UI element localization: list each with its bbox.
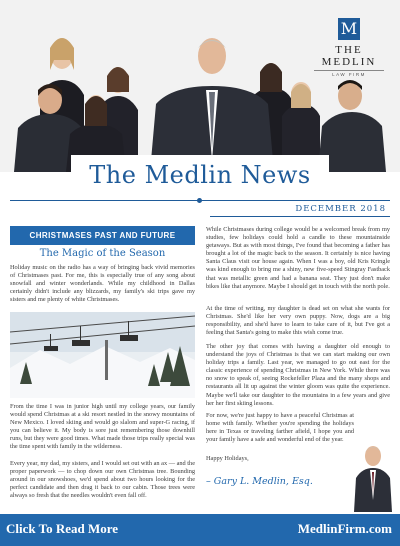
newsletter-title: The Medlin News <box>89 161 311 189</box>
article-paragraph: Holiday music on the radio has a way of bringing back vivid memories of Christmases past. For me, this is especially true of any song about snowfall and winter wonderlands. While my childhood in Dallas certainly didn't include any blizzards, my family's ski trips gave my sisters and me plenty of white Christmases. <box>10 264 195 304</box>
article-paragraph: Every year, my dad, my sisters, and I would set out with an ax — and the proper paperwork — to chop down our own Christmas tree. Bounding around in our snowshoes, we'd spend about two hours looking for the perfect candidate and then drag it back to our cabin. Those trees were always so fresh that the needles wouldn't even fall off. <box>10 460 195 500</box>
article-subheading: The Magic of the Season <box>39 248 166 259</box>
newsletter-title-block <box>0 155 400 191</box>
logo-mark: M <box>338 18 360 40</box>
author-portrait <box>352 438 394 512</box>
team-photo-banner <box>0 0 400 172</box>
logo-divider <box>314 70 384 71</box>
author-portrait-image <box>352 438 394 512</box>
ski-lift-image <box>10 312 195 398</box>
article-paragraph: At the time of writing, my daughter is dead set on what she wants for Christmas. She'd like her very own puppy. Now, dogs are a big responsibility, and she'd have to learn to take care of it, but I've got a feeling that Santa's going to make this wish come true. <box>206 305 390 337</box>
title-panel <box>71 155 328 191</box>
footer-bar <box>0 514 400 546</box>
read-more-link[interactable]: Click To Read More <box>6 521 119 536</box>
author-signature: – Gary L. Medlin, Esq. <box>206 476 313 487</box>
logo-firm-name: THE MEDLIN <box>321 44 377 68</box>
website-link[interactable]: MedlinFirm.com <box>297 521 392 536</box>
article-paragraph: The other joy that comes with having a daughter old enough to understand the joys of Christmas is that we can start making our own holiday trips a family. Last year, we managed to go out east for the classic experience of spending Christmas in New York. While there was no snow to speak of, seeing Rockefeller Plaza and the many shops and restaurants all lit up against the winter gloom was quite the experience. Maybe we'll take our daughter to the mountains in a few years and give her her first skiing lessons. <box>206 343 390 407</box>
ski-lift-photo <box>10 312 195 398</box>
issue-date: DECEMBER 2018 <box>295 204 386 214</box>
title-divider-dot <box>197 198 202 203</box>
article-paragraph: For now, we're just happy to have a peaceful Christmas at home with family. Whether you're spending the holidays here in Texas or traveling farther afield, I hope you and your family have a safe and wonderful end of the year. <box>206 412 354 444</box>
firm-logo[interactable] <box>310 18 388 77</box>
article-paragraph: From the time I was in junior high until my college years, our family would spend Christmas at a ski resort nestled in the snowy mountains of New Mexico. I loved skiing and would go slalom and super-G racing, if you can believe it. My body is sore just remembering those downhill runs, but they were good times. What made those trips really special was the time spent with family in the wilderness. <box>10 403 195 451</box>
article-paragraph: While Christmases during college would be a welcomed break from my studies, few holidays could hold a candle to these mountainside getaways. But as with most things, I've found that becoming a father has brought a lot of the magic back to the season. It certainly is nice having Santa Claus visit our house again. When I was a boy, old Kris Kringle was kind enough to bring me a shiny, new five-speed Stingray Fastback that was metallic green and had a banana seat. They just don't make bikes like that anymore. Maybe I should get in touch with the north pole. <box>206 226 390 290</box>
logo-firm-sub: LAW FIRM <box>332 72 366 77</box>
article-closing: Happy Holidays, <box>206 455 249 462</box>
date-divider <box>210 216 390 217</box>
article-section-heading: CHRISTMASES PAST AND FUTURE <box>10 226 195 245</box>
